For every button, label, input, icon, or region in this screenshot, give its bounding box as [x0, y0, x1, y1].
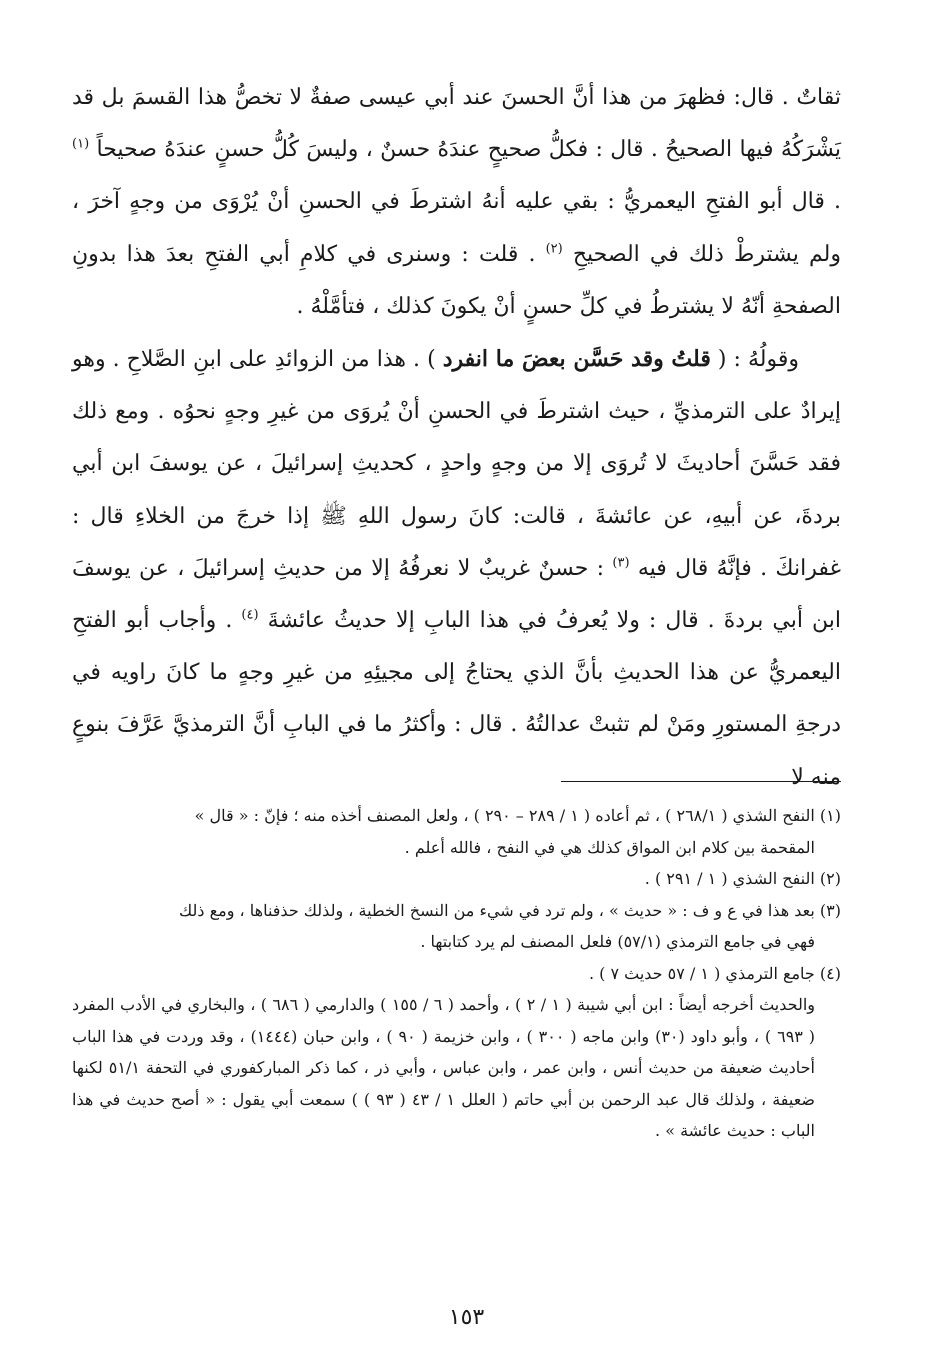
footnote-3-line-2: فهي في جامع الترمذي (٥٧/١) فلعل المصنف لم يرد كتابتها . — [420, 932, 815, 951]
page-number: ١٥٣ — [448, 1305, 485, 1330]
footnote-ref-2: (٢) — [545, 241, 563, 257]
footnote-3-line-1: (٣) بعد هذا في ع و ف : « حديث » ، ولم ترد في شيء من النسخ الخطية ، ولذلك حذفناها ، ومع ذلك — [179, 900, 841, 920]
paragraph-2-lead: وقولُهُ : ( — [717, 347, 799, 373]
footnote-divider — [561, 781, 841, 782]
quoted-phrase: قلتُ وقد حَسَّن بعضَ ما انفرد — [442, 346, 711, 373]
footnote-2: (٢) النفح الشذي ( ١ / ٢٩١ ) . — [644, 869, 841, 888]
paragraph-1-text-b: . قال أبو الفتحِ اليعمريُّ : بقي عليه أنهُ اشترطَ في الحسنِ أنْ يُرْوَى من وجهٍ آخرَ ، ولم يشترطْ ذلك في الصحيحِ — [72, 189, 841, 267]
main-text-body — [72, 72, 841, 804]
paragraph-2-text-c: . وأجاب أبو الفتحِ اليعمريُّ عن هذا الحديثِ بأنَّ الذي يحتاجُ إلى مجيئِهِ من غيرِ وجهٍ ما كانَ راويه في درجةِ المستورِ ومَنْ لم تثبتْ عدالتُهُ . قال : وأكثرُ ما في البابِ أنَّ الترمذيَّ عَرَّفَ بنوعٍ منه لا — [72, 608, 841, 790]
paragraph-1-text-c: . قلت : وسنرى في كلامِ أبي الفتحِ بعدَ هذا بدونِ الصفحةِ أنّهُ لا يشترطُ في كلِّ حسنٍ أنْ يكونَ كذلك ، فتأمَّلْهُ . — [72, 241, 841, 319]
footnote-1-line-1: (١) النفح الشذي ( ٢٦٨/١ ) ، ثم أعاده ( ١ / ٢٨٩ – ٢٩٠ ) ، ولعل المصنف أخذه منه ؛ فإنّ : « قال » — [194, 806, 841, 825]
footnote-ref-1: (١) — [72, 136, 90, 152]
footnote-ref-4: (٤) — [241, 607, 259, 623]
footnote-4-continuation: والحديث أخرجه أيضاً : ابن أبي شيبة ( ١ / ٢ ) ، وأحمد ( ٦ / ١٥٥ ) والدارمي ( ٦٨٦ ) ، والبخاري في الأدب المفرد ( ٦٩٣ ) ، وأبو داود (٣٠) وابن ماجه ( ٣٠٠ ) ، وابن خزيمة ( ٩٠ ) ، وابن حبان (١٤٤٤) ، وقد وردت في هذا الباب أحاديث ضعيفة من حديث أنس ، وابن عمر ، وابن عباس ، وأبي ذر ، كما ذكر المباركفوري في التحفة ٥١/١ لكنها ضعيفة ، ولذلك قال عبد الرحمن بن أبي حاتم ( العلل ١ / ٤٣ ( ٩٣ ) ) سمعت أبي يقول : « أصح حديث في هذا الباب : حديث عائشة » . — [72, 995, 816, 1140]
paragraph-2 — [72, 333, 841, 804]
footnote-ref-3: (٣) — [612, 555, 630, 571]
paragraph-2-text-a: ) . هذا من الزوائدِ على ابنِ الصَّلاحِ . وهو إيرادٌ على الترمذيِّ ، حيث اشترطَ في الحسنِ أنْ يُروَى من غيرِ وجهٍ نحوُه . ومع ذلك فقد حَسَّنَ أحاديثَ لا تُروَى إلا من وجهٍ واحدٍ ، كحديثِ إسرائيلَ ، عن يوسفَ ابن أبي بردةَ، عن أبيهِ، عن عائشةَ ، قالت: كانَ رسول اللهِ ﷺ إذا خرجَ من الخلاءِ قال : غفرانكَ . فإنَّهُ قال فيه — [72, 347, 841, 581]
footnote-1-line-2: المقحمة بين كلام ابن المواق كذلك هي في النفح ، فالله أعلم . — [404, 837, 815, 857]
paragraph-1 — [72, 72, 841, 333]
paragraph-2-text-b: : حسنٌ غريبٌ لا نعرفُهُ إلا من حديثِ إسرائيلَ ، عن يوسفَ ابن أبي بردةَ . قال : ولا يُعرفُ في هذا البابِ إلا حديثُ عائشةَ — [72, 555, 842, 634]
footnote-1 — [72, 800, 841, 863]
paragraph-1-text-a: ثقاتٌ . قال: فظهرَ من هذا أنَّ الحسنَ عند أبي عيسى صفةٌ لا تخصُّ هذا القسمَ بل قد يَشْرَكُهُ فيها الصحيحُ . قال : فكلُّ صحيحٍ عندَهُ حسنٌ ، وليسَ كُلُّ حسنٍ عندَهُ صحيحاً — [72, 85, 841, 163]
footnote-3 — [72, 895, 841, 958]
footnote-4: (٤) جامع الترمذي ( ١ / ٥٧ حديث ٧ ) . — [588, 963, 841, 983]
footnotes-section — [72, 800, 841, 1147]
